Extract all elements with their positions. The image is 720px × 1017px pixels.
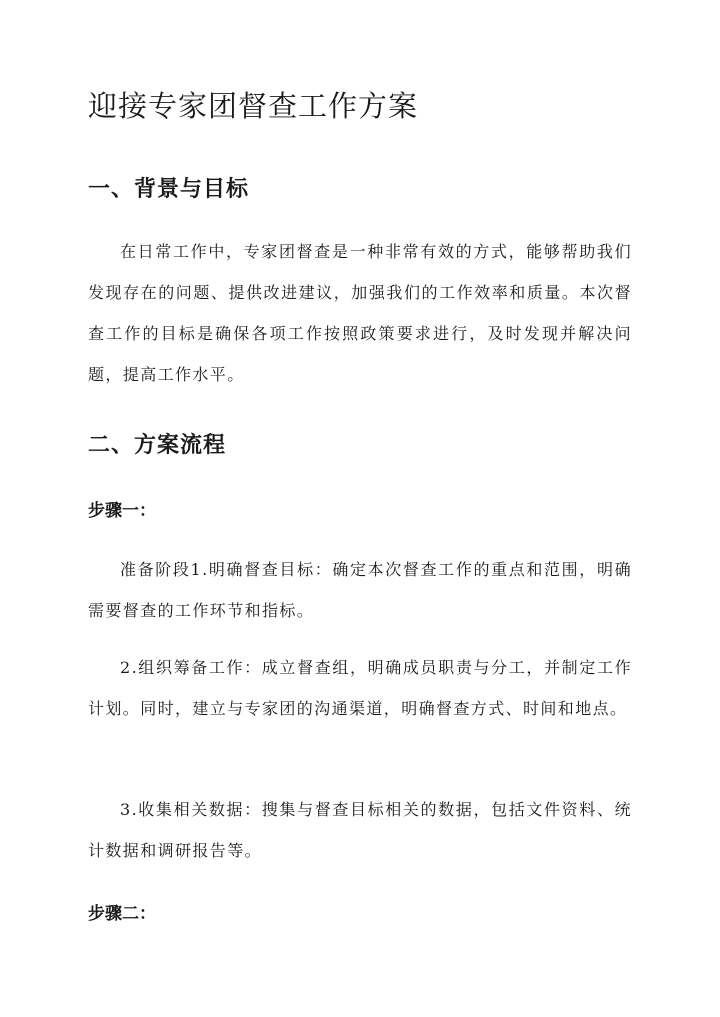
document-title: 迎接专家团督查工作方案 xyxy=(88,89,419,123)
step-two-label: 步骤二： xyxy=(88,904,156,924)
step-one-item-organization: 2.组织筹备工作：成立督查组，明确成员职责与分工，并制定工作计划。同时，建立与专家团的沟通渠道，明确督查方式、时间和地点。 xyxy=(88,658,632,718)
background-paragraph: 在日常工作中，专家团督查是一种非常有效的方式，能够帮助我们发现存在的问题、提供改进建议，加强我们的工作效率和质量。本次督查工作的目标是确保各项工作按照政策要求进行，及时发现并解决问题，提高工作水平。 xyxy=(88,242,632,384)
step-one-item-data-collection: 3.收集相关数据：搜集与督查目标相关的数据，包括文件资料、统计数据和调研报告等。 xyxy=(88,800,632,860)
step-one-label: 步骤一： xyxy=(88,501,156,521)
section-heading-background-goals: 一、背景与目标 xyxy=(88,176,250,202)
section-heading-process: 二、方案流程 xyxy=(88,432,227,458)
step-one-item-preparation: 准备阶段1.明确督查目标：确定本次督查工作的重点和范围，明确需要督查的工作环节和指标。 xyxy=(88,560,632,620)
